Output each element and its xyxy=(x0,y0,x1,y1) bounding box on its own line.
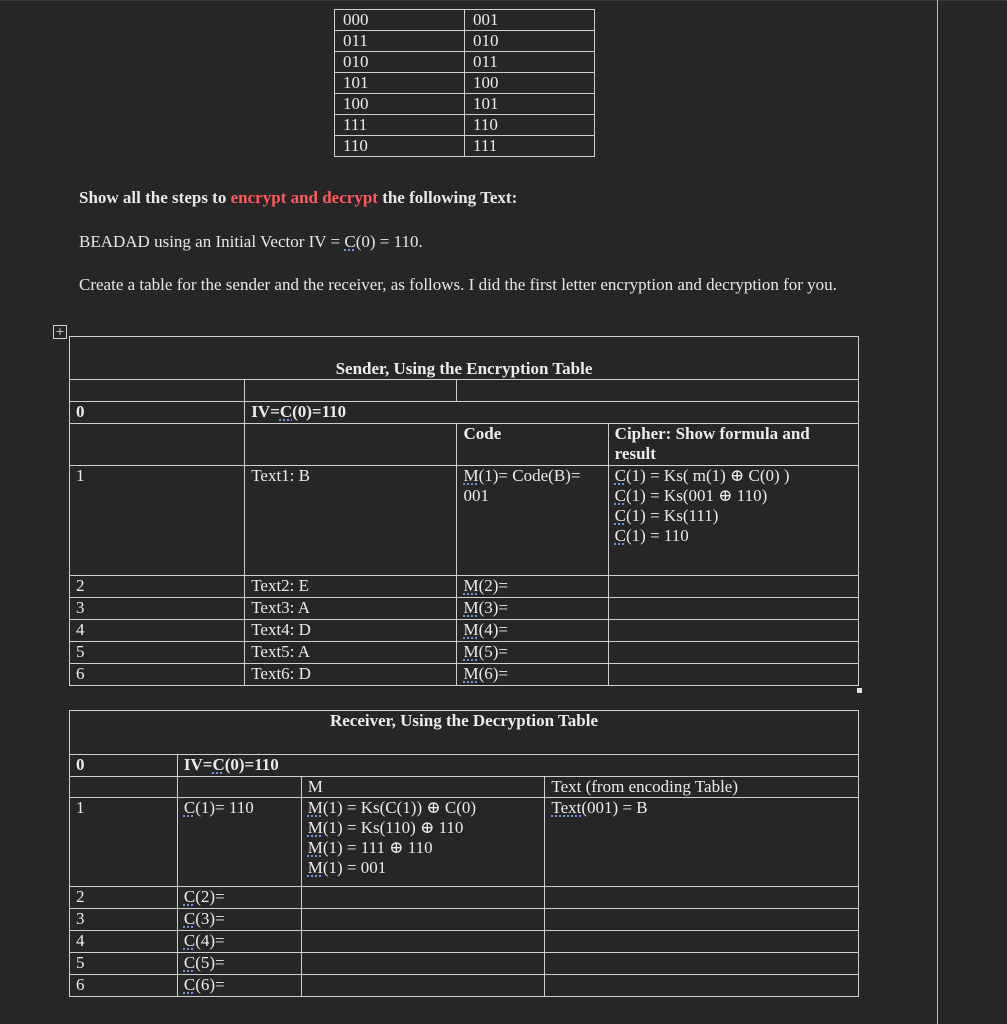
code-m: M xyxy=(463,466,479,485)
code-header: Code xyxy=(457,424,608,466)
cipher-rest: (1) = Ks(111) xyxy=(626,506,719,525)
table-resize-handle[interactable] xyxy=(857,688,862,693)
m-line xyxy=(308,838,539,858)
move-icon[interactable] xyxy=(53,325,67,339)
blank-cell xyxy=(245,424,457,466)
mapping-input: 111 xyxy=(335,115,465,136)
c-label: C xyxy=(183,953,196,972)
page-top-edge xyxy=(0,0,1007,1)
blank-cell xyxy=(177,777,301,798)
instruction-heading xyxy=(79,187,517,209)
mapping-input: 110 xyxy=(335,136,465,157)
table-row xyxy=(70,975,859,997)
c-label: C xyxy=(183,975,196,994)
mapping-input: 100 xyxy=(335,94,465,115)
table-row xyxy=(70,620,859,642)
mapping-row xyxy=(335,115,595,136)
instruction-paragraph: Create a table for the sender and the receiver, as follows. I did the first letter encryption and decryption for you. xyxy=(79,275,837,294)
m-cell xyxy=(301,798,545,887)
row-number: 0 xyxy=(70,402,245,424)
plaintext-post: (0) = 110. xyxy=(355,232,423,251)
iv-post: (0)=110 xyxy=(292,402,347,421)
m-rest: (1) = Ks(C(1)) ⊕ C(0) xyxy=(322,798,477,817)
sender-table xyxy=(69,336,859,686)
cipher-cell xyxy=(608,576,858,598)
text-cell: Text3: A xyxy=(245,598,457,620)
text-result-cell xyxy=(545,953,859,975)
c-rest: (6)= xyxy=(195,975,225,994)
mapping-table xyxy=(334,9,595,157)
code-cell xyxy=(457,466,608,576)
text-cell: Text6: D xyxy=(245,664,457,686)
blank-cell xyxy=(70,380,245,402)
code-rest: (6)= xyxy=(478,664,509,683)
iv-c: C xyxy=(279,402,293,421)
mapping-output: 011 xyxy=(465,52,595,73)
c-label: C xyxy=(183,909,196,928)
row-number: 2 xyxy=(70,576,245,598)
cipher-cell xyxy=(608,620,858,642)
blank-cell xyxy=(70,424,245,466)
c-cell xyxy=(177,953,301,975)
cipher-header: Cipher: Show formula and result xyxy=(608,424,858,466)
row-number: 1 xyxy=(70,466,245,576)
code-cell xyxy=(457,664,608,686)
mapping-input: 011 xyxy=(335,31,465,52)
text-result-cell xyxy=(545,909,859,931)
cipher-line xyxy=(615,486,852,506)
m-label: M xyxy=(307,798,323,817)
mapping-input: 010 xyxy=(335,52,465,73)
text-rest: (001) = B xyxy=(581,798,648,817)
c-cell xyxy=(177,909,301,931)
c-cell xyxy=(177,931,301,953)
cipher-line xyxy=(615,466,852,486)
code-m: M xyxy=(463,642,479,661)
code-m: M xyxy=(463,598,479,617)
row-number: 6 xyxy=(70,664,245,686)
iv-cell xyxy=(177,755,858,777)
plaintext-line xyxy=(79,231,423,253)
m-label: M xyxy=(307,858,323,877)
m-cell xyxy=(301,975,545,997)
row-number: 4 xyxy=(70,931,178,953)
c-rest: (3)= xyxy=(195,909,225,928)
mapping-row xyxy=(335,31,595,52)
m-line xyxy=(308,858,539,878)
c-cell xyxy=(177,798,301,887)
mapping-output: 111 xyxy=(465,136,595,157)
m-rest: (1) = Ks(110) ⊕ 110 xyxy=(322,818,464,837)
code-rest: (1)= Code(B)= 001 xyxy=(463,466,581,505)
code-m: M xyxy=(463,664,479,683)
cipher-rest: (1) = 110 xyxy=(626,526,689,545)
heading-text: Show all the steps to xyxy=(79,188,231,207)
row-number: 3 xyxy=(70,598,245,620)
c-rest: (1)= 110 xyxy=(195,798,254,817)
c-rest: (5)= xyxy=(195,953,225,972)
cipher-cell xyxy=(608,466,858,576)
m-rest: (1) = 111 ⊕ 110 xyxy=(322,838,433,857)
cipher-line xyxy=(615,506,852,526)
table-row xyxy=(70,664,859,686)
iv-c: C xyxy=(212,755,225,774)
text-cell: Text2: E xyxy=(245,576,457,598)
table-row xyxy=(70,887,859,909)
mapping-row xyxy=(335,94,595,115)
iv-pre: IV= xyxy=(251,402,280,421)
text-result-cell xyxy=(545,887,859,909)
iv-post: (0)=110 xyxy=(224,755,279,774)
table-row xyxy=(70,953,859,975)
table-row xyxy=(70,642,859,664)
row-number: 1 xyxy=(70,798,178,887)
m-cell xyxy=(301,953,545,975)
plaintext-pre: BEADAD using an Initial Vector IV = xyxy=(79,232,345,251)
heading-highlight: encrypt and decrypt xyxy=(230,188,378,207)
row-number: 5 xyxy=(70,953,178,975)
m-cell xyxy=(301,887,545,909)
c-label: C xyxy=(183,887,196,906)
code-rest: (5)= xyxy=(478,642,509,661)
code-cell xyxy=(457,620,608,642)
blank-cell xyxy=(457,380,859,402)
c-rest: (4)= xyxy=(195,931,225,950)
sender-title: Sender, Using the Encryption Table xyxy=(70,337,859,380)
mapping-output: 001 xyxy=(465,10,595,31)
code-m: M xyxy=(463,576,479,595)
text-result-cell xyxy=(545,798,859,887)
iv-cell xyxy=(245,402,859,424)
text-result-cell xyxy=(545,931,859,953)
cipher-c: C xyxy=(614,466,627,485)
code-cell xyxy=(457,642,608,664)
row-number: 3 xyxy=(70,909,178,931)
cipher-c: C xyxy=(614,506,627,525)
cipher-rest: (1) = Ks( m(1) ⊕ C(0) ) xyxy=(626,466,790,485)
mapping-input: 000 xyxy=(335,10,465,31)
cipher-cell xyxy=(608,664,858,686)
m-cell xyxy=(301,909,545,931)
cipher-cell xyxy=(608,598,858,620)
c-rest: (2)= xyxy=(195,887,225,906)
mapping-output: 010 xyxy=(465,31,595,52)
row-number: 6 xyxy=(70,975,178,997)
text-cell: Text1: B xyxy=(245,466,457,576)
table-row xyxy=(70,931,859,953)
mapping-output: 110 xyxy=(465,115,595,136)
blank-cell xyxy=(245,380,457,402)
iv-pre: IV= xyxy=(183,755,213,774)
receiver-table xyxy=(69,710,859,997)
plaintext-c: C xyxy=(344,232,356,251)
code-rest: (3)= xyxy=(478,598,509,617)
blank-cell xyxy=(70,777,178,798)
m-header: M xyxy=(301,777,545,798)
row-number: 2 xyxy=(70,887,178,909)
table-row xyxy=(70,576,859,598)
code-cell xyxy=(457,598,608,620)
text-result-cell xyxy=(545,975,859,997)
mapping-row xyxy=(335,52,595,73)
c-cell xyxy=(177,887,301,909)
mapping-row xyxy=(335,136,595,157)
cipher-cell xyxy=(608,642,858,664)
code-m: M xyxy=(463,620,479,639)
m-label: M xyxy=(307,838,323,857)
c-label: C xyxy=(183,931,196,950)
cipher-c: C xyxy=(614,486,627,505)
m-cell xyxy=(301,931,545,953)
cipher-rest: (1) = Ks(001 ⊕ 110) xyxy=(626,486,768,505)
move-glyph: + xyxy=(55,325,65,338)
mapping-row xyxy=(335,10,595,31)
row-number: 0 xyxy=(70,755,178,777)
code-cell xyxy=(457,576,608,598)
mapping-output: 100 xyxy=(465,73,595,94)
c-label: C xyxy=(183,798,196,817)
table-row xyxy=(70,598,859,620)
text-label: Text xyxy=(551,798,582,817)
row-number: 5 xyxy=(70,642,245,664)
text-cell: Text5: A xyxy=(245,642,457,664)
mapping-output: 101 xyxy=(465,94,595,115)
cipher-c: C xyxy=(614,526,627,545)
m-label: M xyxy=(307,818,323,837)
cipher-line xyxy=(615,526,852,546)
text-cell: Text4: D xyxy=(245,620,457,642)
text-header: Text (from encoding Table) xyxy=(545,777,859,798)
m-line xyxy=(308,798,539,818)
page-margin-line xyxy=(937,0,938,1024)
heading-text-end: the following Text: xyxy=(377,188,518,207)
row-number: 4 xyxy=(70,620,245,642)
m-line xyxy=(308,818,539,838)
receiver-title: Receiver, Using the Decryption Table xyxy=(70,711,859,755)
mapping-row xyxy=(335,73,595,94)
table-row xyxy=(70,909,859,931)
code-rest: (2)= xyxy=(478,576,509,595)
m-rest: (1) = 001 xyxy=(322,858,387,877)
code-rest: (4)= xyxy=(478,620,509,639)
mapping-input: 101 xyxy=(335,73,465,94)
c-cell xyxy=(177,975,301,997)
